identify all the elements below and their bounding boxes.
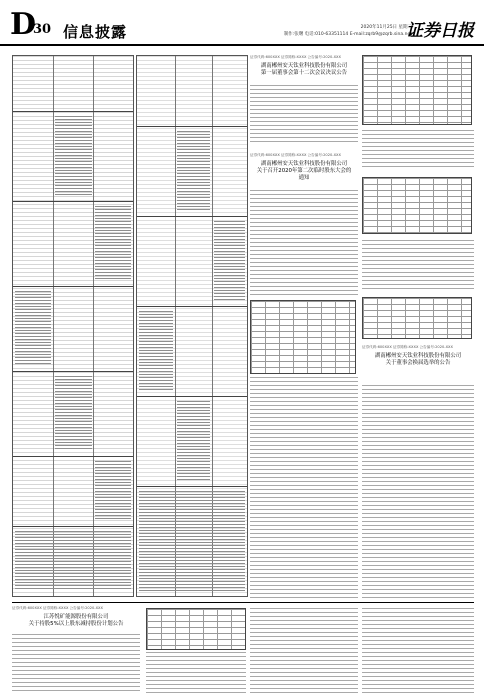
- bottom-text-block-3: [362, 608, 474, 696]
- announcement-column-2: [362, 55, 474, 600]
- contact-info: 制作:张曙 电话:010-63351114 E-mail:zqrb9@zqrb.sina.net: [283, 32, 412, 37]
- announcement-title: 湖南郴州安天钛业科技股份有限公司 关于董事会换届选举的公告: [374, 353, 462, 366]
- newspaper-logo: 证券日报: [406, 21, 474, 41]
- voting-table: [362, 55, 472, 125]
- bottom-text-block-1: [146, 652, 246, 696]
- disclosure-table-left: [12, 55, 134, 597]
- page-header: [0, 0, 484, 46]
- publication-date: 2020年11月25日 星期二: [360, 25, 412, 30]
- announcement-title: 湖南郴州安天钛业科技股份有限公司 关于召开2020年第二次临时股东大会的 通知: [256, 161, 352, 181]
- agenda-table: [250, 300, 356, 374]
- announcement-title: 江苏悦矿能源股份有限公司 关于持股5%以上股东减持股份计划公告: [28, 614, 124, 627]
- announcement-column-1: [250, 55, 358, 600]
- bottom-text-block-2: [250, 608, 358, 696]
- announcement-code: 证券代码:600XXX 证券简称:XXXX 公告编号:2020-XXX: [362, 345, 453, 349]
- announcement-code: 证券代码:600XXX 证券简称:XXXX 公告编号:2020-XXX: [250, 55, 341, 59]
- bottom-divider: [12, 602, 474, 603]
- candidate-table: [362, 177, 472, 234]
- announcement-code: 证券代码:600XXX 证券简称:XXXX 公告编号:2020-XXX: [250, 153, 341, 157]
- holding-table: [146, 608, 246, 650]
- page-letter: D: [10, 7, 37, 42]
- announcement-title: 湖南郴州安天钛业科技股份有限公司 第一届董事会第十二次会议决议公告: [260, 63, 348, 76]
- announcement-bottom: [12, 606, 140, 696]
- announcement-code: 证券代码:600XXX 证券简称:XXXX 公告编号:2020-XXX: [12, 606, 103, 610]
- disclosure-table-middle: [136, 55, 248, 597]
- summary-table: [362, 297, 472, 339]
- page-number: 30: [33, 22, 52, 37]
- section-title: 信息披露: [63, 23, 128, 41]
